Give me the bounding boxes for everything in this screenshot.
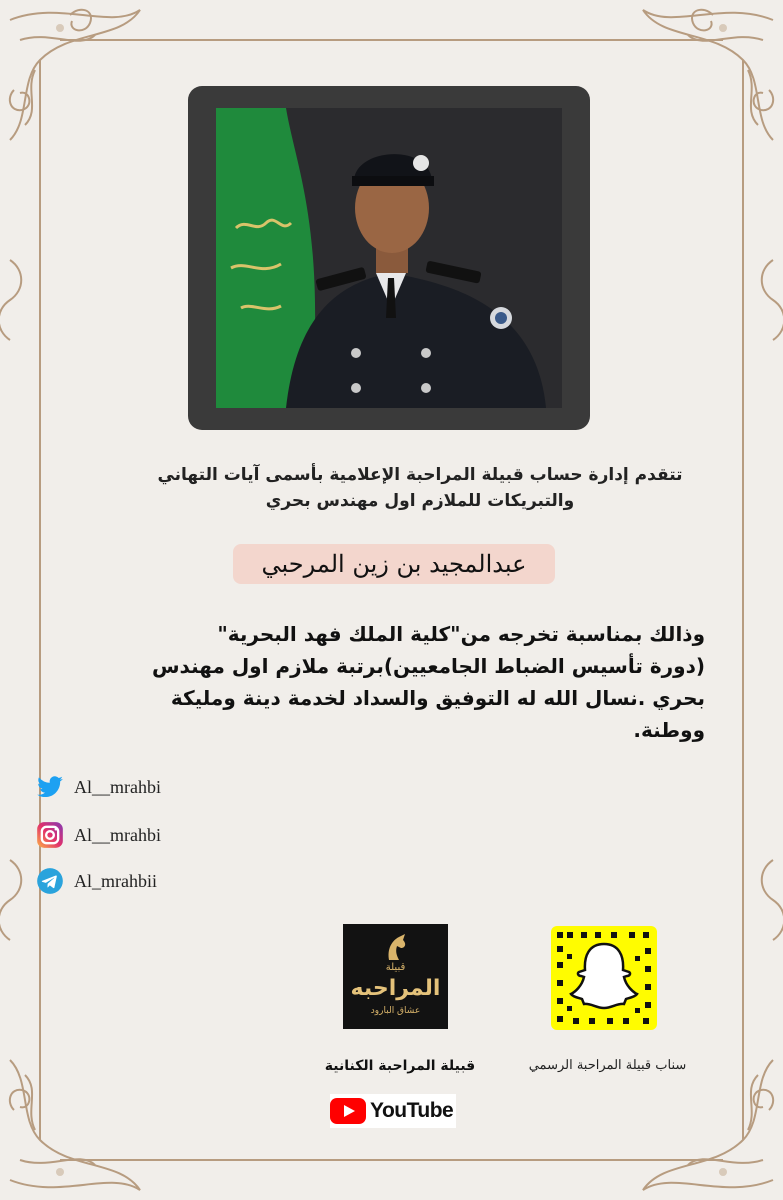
headline-line-1: تتقدم إدارة حساب قبيلة المراحبة الإعلامية بأسمى آيات التهاني — [157, 465, 683, 485]
logo-title: المراحبه — [350, 976, 441, 1001]
congratulation-message — [105, 618, 705, 746]
telegram-icon — [36, 867, 64, 895]
logo-subtitle: عشاق البارود — [370, 1006, 421, 1016]
message-line-3: بحري .نسال الله له التوفيق والسداد لخدمة دينة ومليكة ووطنة. — [170, 686, 705, 742]
twitter-icon — [36, 773, 64, 801]
photo-frame — [188, 86, 590, 430]
officer-portrait — [216, 108, 562, 408]
message-line-2: (دورة تأسيس الضباط الجامعيين)برتبة ملازم اول مهندس — [151, 654, 705, 678]
snapchat-code[interactable] — [551, 926, 657, 1030]
instagram-icon — [36, 821, 64, 849]
horse-head-icon — [381, 932, 411, 962]
headline — [150, 462, 690, 514]
youtube-play-icon — [330, 1098, 366, 1124]
twitter-handle-row[interactable] — [36, 772, 236, 802]
youtube-logo[interactable] — [330, 1094, 456, 1128]
youtube-channel-caption: قبيلة المراحبة الكنانية — [324, 1058, 476, 1074]
headline-line-2: والتبريكات للملازم اول مهندس بحري — [265, 491, 575, 511]
honoree-name: عبدالمجيد بن زين المرحبي — [261, 550, 527, 578]
instagram-handle-row[interactable] — [36, 820, 236, 850]
telegram-handle: Al_mrahbii — [74, 870, 157, 891]
tribe-logo — [343, 924, 448, 1029]
snapchat-ghost-icon — [551, 926, 657, 1030]
twitter-handle: Al__mrahbi — [74, 776, 161, 797]
instagram-handle: Al__mrahbi — [74, 824, 161, 845]
message-line-1: وذالك بمناسبة تخرجه من"كلية الملك فهد البحرية" — [217, 622, 705, 646]
telegram-handle-row[interactable] — [36, 866, 236, 896]
youtube-label: YouTube — [370, 1099, 454, 1122]
snapchat-caption: سناب قبيلة المراحبة الرسمي — [528, 1058, 687, 1073]
logo-small-label: قبيلة — [385, 962, 406, 973]
